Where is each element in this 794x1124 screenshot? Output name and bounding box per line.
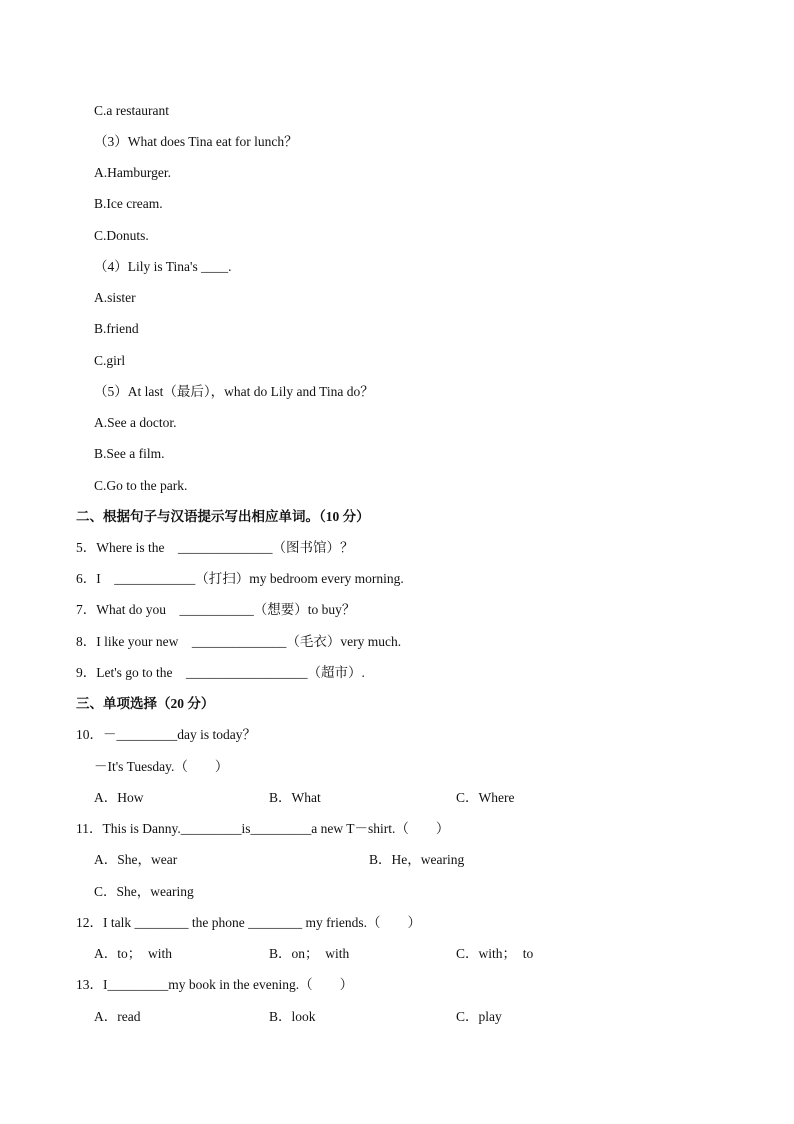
section-2-heading: 二、根据句子与汉语提示写出相应单词。（10 分）: [76, 509, 370, 524]
question-10-stem: 10．－_________day is today？: [76, 727, 256, 742]
section-3-heading: 三、单项选择（20 分）: [76, 696, 215, 711]
option-c: C.a restaurant: [94, 103, 169, 118]
option-b: B．He，wearing: [369, 852, 465, 867]
option-c: C．She，wearing: [94, 884, 194, 899]
option-a: A．How: [94, 790, 144, 805]
question-4-stem: （4）Lily is Tina's ____.: [94, 259, 232, 274]
question-13-stem: 13．I_________my book in the evening.（ ）: [76, 977, 354, 992]
option-c: C.girl: [94, 353, 126, 368]
fill-in-item: 6．I ____________（打扫）my bedroom every morning.: [76, 571, 404, 586]
option-b: B．What: [269, 790, 321, 805]
option-c: C.Go to the park.: [94, 478, 188, 493]
question-5-stem: （5）At last（最后），what do Lily and Tina do？: [94, 384, 374, 399]
option-b: B.Ice cream.: [94, 196, 163, 211]
option-c: C.Donuts.: [94, 228, 149, 243]
option-c: C．play: [456, 1009, 502, 1024]
question-11-stem: 11．This is Danny._________is_________a new T－shirt.（ ）: [76, 821, 450, 836]
option-a: A.sister: [94, 290, 136, 305]
option-b: B.See a film.: [94, 446, 165, 461]
fill-in-item: 5．Where is the ______________（图书馆）？: [76, 540, 354, 555]
option-c: C．with； to: [456, 946, 534, 961]
option-b: B．on； with: [269, 946, 350, 961]
option-a: A.Hamburger.: [94, 165, 171, 180]
option-b: B.friend: [94, 321, 139, 336]
option-a: A．read: [94, 1009, 141, 1024]
option-a: A．to； with: [94, 946, 173, 961]
option-a: A．She，wear: [94, 852, 178, 867]
question-12-stem: 12．I talk ________ the phone ________ my friends.（ ）: [76, 915, 421, 930]
option-b: B．look: [269, 1009, 316, 1024]
question-10-answer-line: －It's Tuesday.（ ）: [94, 759, 229, 774]
question-3-stem: （3）What does Tina eat for lunch？: [94, 134, 298, 149]
fill-in-item: 8．I like your new ______________（毛衣）very much.: [76, 634, 402, 649]
option-a: A.See a doctor.: [94, 415, 177, 430]
fill-in-item: 9．Let's go to the __________________（超市）.: [76, 665, 365, 680]
fill-in-item: 7．What do you ___________（想要）to buy？: [76, 602, 356, 617]
option-c: C．Where: [456, 790, 515, 805]
